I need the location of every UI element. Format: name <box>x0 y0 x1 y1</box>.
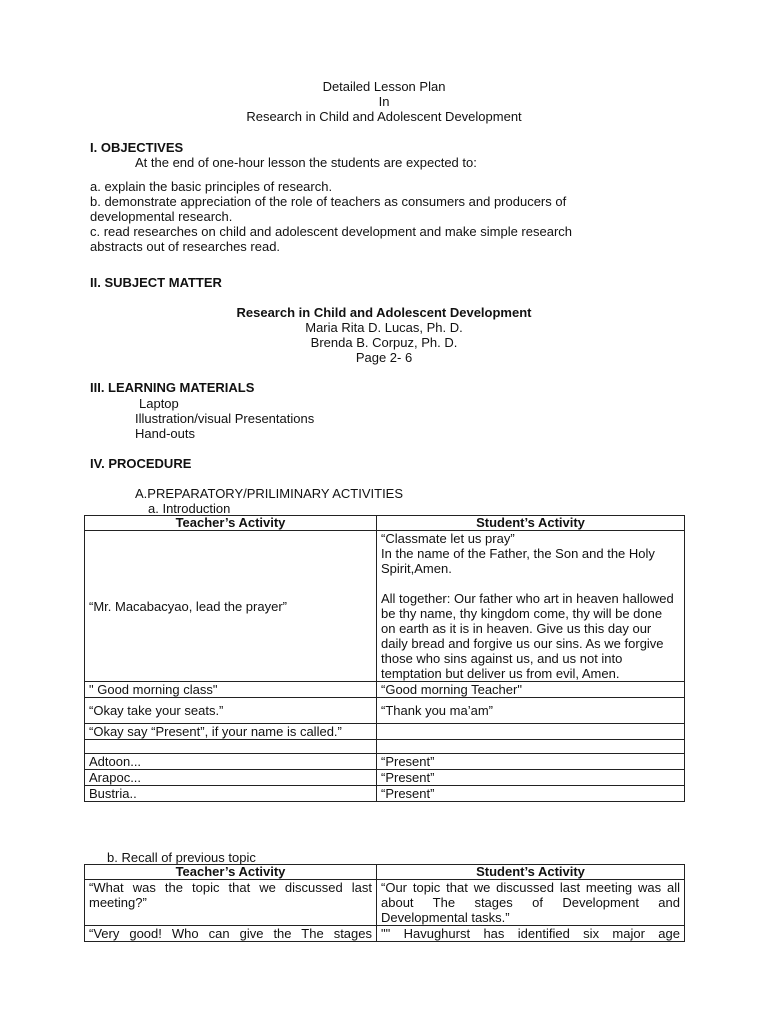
doc-title-line1: Detailed Lesson Plan <box>322 79 446 94</box>
student-cell: “Present” <box>377 786 685 802</box>
teacher-cell: Arapoc... <box>85 770 377 786</box>
preparatory-activities-heading: A.PREPARATORY/PRILIMINARY ACTIVITIES <box>135 486 404 501</box>
objective-c: c. read researches on child and adolescent development and make simple research <box>90 224 572 239</box>
student-cell <box>377 740 685 754</box>
table-row <box>85 926 685 942</box>
introduction-subheading: a. Introduction <box>148 501 231 516</box>
objective-c-cont: abstracts out of researches read. <box>90 239 281 254</box>
subject-matter-heading: II. SUBJECT MATTER <box>90 275 222 290</box>
teacher-cell: " Good morning class" <box>85 682 377 698</box>
student-activity-header: Student’s Activity <box>377 865 685 880</box>
table-row <box>85 682 685 698</box>
teacher-cell: “Mr. Macabacyao, lead the prayer” <box>85 531 377 682</box>
student-cell: “Our topic that we discussed last meeting was all about The stages of Development and Developmental tasks.” <box>377 880 685 926</box>
table-row <box>85 698 685 724</box>
student-cell <box>377 724 685 740</box>
teacher-cell: Bustria.. <box>85 786 377 802</box>
introduction-activity-table <box>84 515 685 802</box>
table-row <box>85 754 685 770</box>
teacher-cell: “Very good! Who can give the The stages <box>85 926 377 942</box>
teacher-cell: Adtoon... <box>85 754 377 770</box>
material-item: Illustration/visual Presentations <box>135 411 315 426</box>
teacher-activity-header: Teacher’s Activity <box>85 865 377 880</box>
objective-b-cont: developmental research. <box>90 209 233 224</box>
student-cell: “Thank you ma’am” <box>377 698 685 724</box>
student-activity-header: Student’s Activity <box>377 516 685 531</box>
teacher-cell <box>85 740 377 754</box>
student-cell: “Good morning Teacher" <box>377 682 685 698</box>
procedure-heading: IV. PROCEDURE <box>90 456 192 471</box>
recall-subheading: b. Recall of previous topic <box>107 850 256 865</box>
student-cell: “Present” <box>377 754 685 770</box>
student-cell: “Classmate let us pray” In the name of the Father, the Son and the Holy Spirit,Amen. All together: Our father who art in heaven hallowed be thy name, thy kingdom come, thy will be done on earth as it is in heaven. Give us this day our daily bread and forgive us our sins. As we forgive those who sins against us, and us not into temptation but deliver us from evil, Amen. <box>377 531 685 682</box>
objectives-heading: I. OBJECTIVES <box>90 140 184 155</box>
subject-author-1: Maria Rita D. Lucas, Ph. D. <box>305 320 463 335</box>
learning-materials-heading: III. LEARNING MATERIALS <box>90 380 255 395</box>
table-row <box>85 786 685 802</box>
table-row <box>85 531 685 682</box>
table-row <box>85 740 685 754</box>
subject-title: Research in Child and Adolescent Development <box>236 305 532 320</box>
teacher-cell: “Okay say “Present”, if your name is called.” <box>85 724 377 740</box>
table-row <box>85 880 685 926</box>
teacher-cell: “Okay take your seats.” <box>85 698 377 724</box>
objectives-intro: At the end of one-hour lesson the students are expected to: <box>135 155 477 170</box>
doc-title-line2: In <box>378 94 390 109</box>
subject-author-2: Brenda B. Corpuz, Ph. D. <box>310 335 458 350</box>
teacher-cell: “What was the topic that we discussed last meeting?” <box>85 880 377 926</box>
table-header-row <box>85 516 685 531</box>
doc-title-line3: Research in Child and Adolescent Development <box>246 109 522 124</box>
material-item: Hand-outs <box>135 426 195 441</box>
recall-activity-table <box>84 864 685 942</box>
subject-pages: Page 2- 6 <box>355 350 413 365</box>
material-item: Laptop <box>139 396 179 411</box>
objective-a: a. explain the basic principles of research. <box>90 179 333 194</box>
table-row <box>85 770 685 786</box>
student-cell: “Present” <box>377 770 685 786</box>
table-header-row <box>85 865 685 880</box>
teacher-activity-header: Teacher’s Activity <box>85 516 377 531</box>
student-cell: "" Havughurst has identified six major age <box>377 926 685 942</box>
table-row <box>85 724 685 740</box>
objective-b: b. demonstrate appreciation of the role of teachers as consumers and producers of <box>90 194 567 209</box>
